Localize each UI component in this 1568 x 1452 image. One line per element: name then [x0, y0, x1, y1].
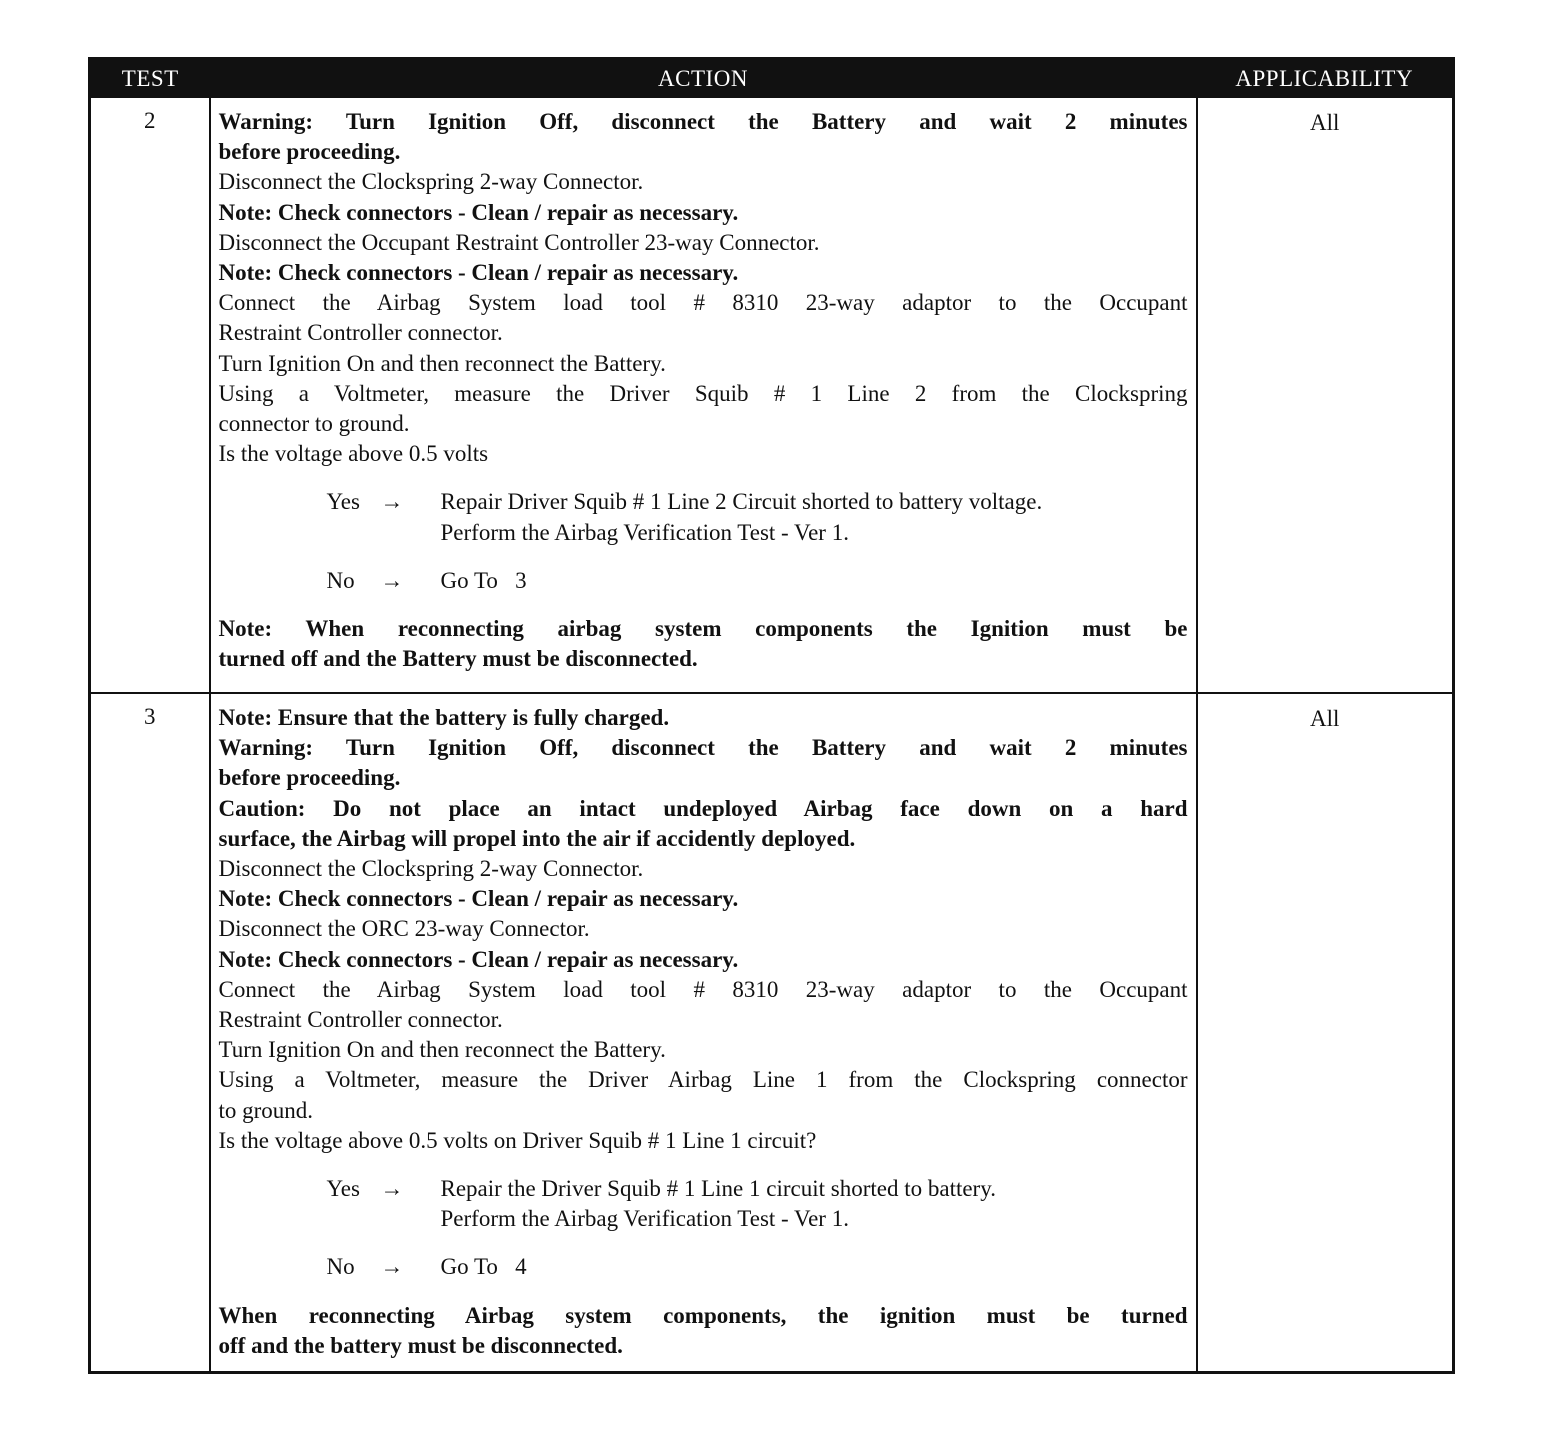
right-arrow-icon: → — [380, 489, 404, 515]
table-row-test-2 — [90, 98, 1454, 693]
note-line: Note: Check connectors - Clean / repair as necessary. — [218, 886, 739, 912]
right-arrow-icon: → — [380, 1176, 404, 1202]
step-line: Disconnect the ORC 23-way Connector. — [218, 916, 590, 942]
yes-result-line: Perform the Airbag Verification Test - Ver 1. — [440, 1206, 849, 1232]
yes-result — [441, 487, 1188, 547]
table-row-test-3 — [90, 693, 1454, 1373]
applicability-value: All — [1197, 98, 1454, 693]
header-action: ACTION — [210, 59, 1197, 99]
diagnostic-test-table — [88, 57, 1455, 1374]
yes-result — [441, 1174, 1188, 1234]
step-line: Using a Voltmeter, measure the Driver Squib # 1 Line 2 from the Clockspring — [218, 380, 1188, 406]
note-line: Note: Ensure that the battery is fully charged. — [218, 705, 670, 730]
header-test: TEST — [90, 59, 210, 99]
step-line: Restraint Controller connector. — [218, 1007, 503, 1033]
right-arrow-icon: → — [380, 567, 404, 593]
final-note-line: Note: When reconnecting airbag system components the Ignition must be — [218, 616, 1188, 642]
step-line: connector to ground. — [218, 411, 410, 437]
step-line: Disconnect the Clockspring 2-way Connector. — [218, 856, 644, 882]
warning-line: Warning: Turn Ignition Off, disconnect the Battery and wait 2 minutes — [218, 109, 1188, 134]
caution-line: Caution: Do not place an intact undeployed Airbag face down on a hard — [218, 795, 1188, 821]
action-cell — [210, 98, 1197, 693]
applicability-value: All — [1197, 693, 1454, 1373]
step-line: Turn Ignition On and then reconnect the Battery. — [218, 350, 666, 376]
no-result-line: Go To 3 — [440, 567, 527, 593]
warning-line: before proceeding. — [218, 139, 401, 165]
test-number: 2 — [90, 98, 210, 693]
right-arrow-icon: → — [380, 1254, 404, 1280]
step-line: Disconnect the Clockspring 2-way Connector. — [218, 169, 644, 195]
note-line: Note: Check connectors - Clean / repair as necessary. — [218, 946, 739, 972]
yes-outcome — [327, 1174, 1188, 1234]
step-line: Connect the Airbag System load tool # 8310 23-way adaptor to the Occupant — [218, 290, 1188, 316]
no-result — [441, 1252, 1188, 1282]
question-line: Is the voltage above 0.5 volts on Driver Squib # 1 Line 1 circuit? — [218, 1127, 817, 1153]
step-line: Connect the Airbag System load tool # 8310 23-way adaptor to the Occupant — [218, 976, 1188, 1002]
no-outcome — [327, 566, 1188, 596]
warning-line: Warning: Turn Ignition Off, disconnect the Battery and wait 2 minutes — [218, 735, 1188, 761]
step-line: Turn Ignition On and then reconnect the Battery. — [218, 1037, 666, 1063]
note-line: Note: Check connectors - Clean / repair as necessary. — [218, 199, 739, 225]
final-note-line: turned off and the Battery must be disconnected. — [218, 646, 698, 672]
yes-result-line: Repair Driver Squib # 1 Line 2 Circuit shorted to battery voltage. — [440, 489, 1043, 515]
step-line: Disconnect the Occupant Restraint Controller 23-way Connector. — [218, 229, 820, 255]
yes-result-line: Perform the Airbag Verification Test - Ver 1. — [440, 519, 849, 545]
warning-line: before proceeding. — [218, 765, 401, 791]
caution-line: surface, the Airbag will propel into the air if accidently deployed. — [218, 825, 856, 851]
no-result — [441, 566, 1188, 596]
no-outcome — [327, 1252, 1188, 1282]
yes-label: Yes — [326, 1176, 360, 1202]
final-note — [219, 1301, 1188, 1361]
no-label: No — [326, 567, 355, 593]
yes-outcome — [327, 487, 1188, 547]
step-line: Using a Voltmeter, measure the Driver Airbag Line 1 from the Clockspring connector — [218, 1067, 1188, 1093]
step-line: Restraint Controller connector. — [218, 320, 503, 346]
yes-label: Yes — [326, 489, 360, 515]
test-number: 3 — [90, 693, 210, 1373]
question-line: Is the voltage above 0.5 volts — [218, 441, 489, 467]
no-result-line: Go To 4 — [440, 1254, 527, 1280]
no-label: No — [326, 1254, 355, 1280]
final-note-line: off and the battery must be disconnected. — [218, 1332, 623, 1358]
note-line: Note: Check connectors - Clean / repair as necessary. — [218, 260, 739, 286]
table-header — [90, 59, 1454, 99]
step-line: to ground. — [218, 1097, 314, 1123]
yes-result-line: Repair the Driver Squib # 1 Line 1 circuit shorted to battery. — [440, 1176, 996, 1202]
final-note-line: When reconnecting Airbag system components, the ignition must be turned — [218, 1302, 1188, 1328]
header-applicability: APPLICABILITY — [1197, 59, 1454, 99]
action-cell — [210, 693, 1197, 1373]
final-note — [219, 614, 1188, 674]
